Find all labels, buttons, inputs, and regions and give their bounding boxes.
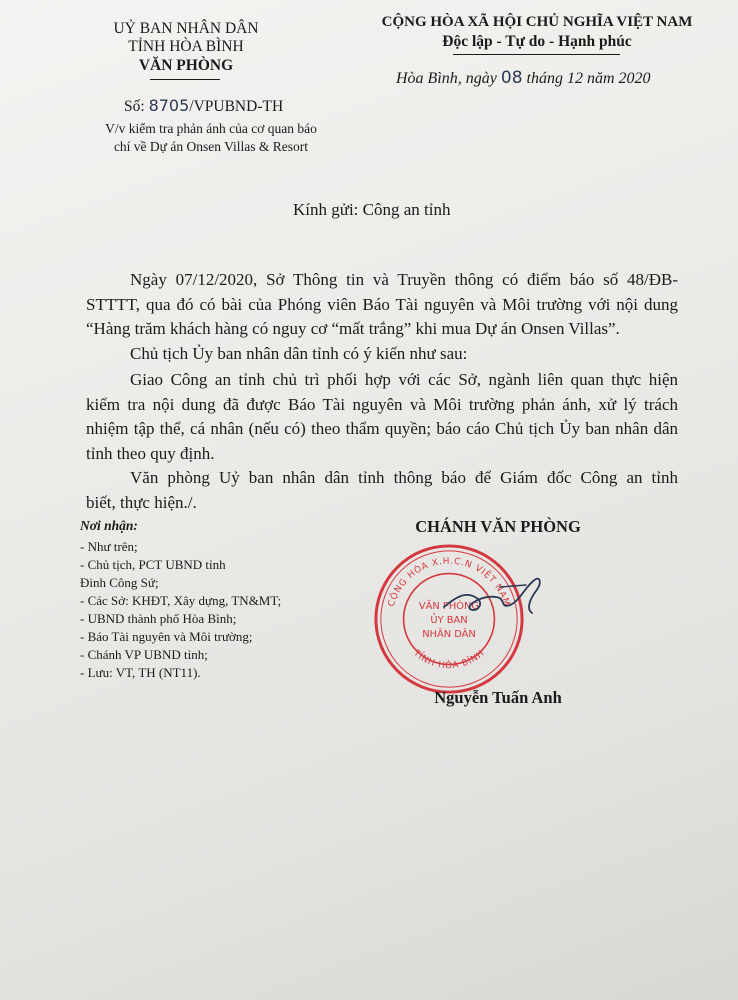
national-title: CỘNG HÒA XÃ HỘI CHỦ NGHĨA VIỆT NAM [381, 14, 693, 30]
document-number: Số: 8705/VPUBND-TH [124, 96, 284, 115]
body-paragraph-3: Giao Công an tỉnh chủ trì phối hợp với các Sở, ngành liên quan thực hiện kiểm tra nội dung đã được Báo Tài nguyên và Môi trường phản ánh, xử lý trách nhiệm tập thể, cá nhân (nếu có) theo thẩm quyền; báo cáo Chủ tịch Ủy ban nhân dân tỉnh theo quy định. [86, 370, 678, 463]
body-paragraph-2: Chủ tịch Ủy ban nhân dân tỉnh có ý kiến như sau: [130, 344, 468, 363]
handwritten-number: 8705 [148, 96, 190, 115]
recipient-item: - Như trên; [80, 539, 138, 554]
svg-text:TỈNH HÒA BÌNH [410, 648, 486, 671]
signer-title: CHÁNH VĂN PHÒNG [415, 517, 581, 536]
stamp-center-1: VĂN PHÒNG [418, 601, 480, 613]
recipient-item: - UBND thành phố Hòa Bình; [80, 611, 237, 626]
stamp-bottom-text: TỈNH HÒA BÌNH [411, 648, 487, 672]
stamp-center-3: NHÂN DÂN [422, 628, 476, 640]
body-paragraph-1: Ngày 07/12/2020, Sở Thông tin và Truyền thông có điểm báo số 48/ĐB- STTTT, qua đó có bài của Phóng viên Báo Tài nguyên và Môi trường với nội dung “Hàng trăm khách hàng có nguy cơ “mất trắng” khi mua Dự án Onsen Villas”. [86, 270, 678, 338]
issuer-underline [150, 79, 220, 80]
signer-name: Nguyễn Tuấn Anh [434, 688, 562, 707]
stamp-center-2: ỦY BAN [430, 614, 468, 626]
document-date: Hòa Bình, ngày 08 tháng 12 năm 2020 [396, 68, 651, 88]
recipient-item: Đinh Công Sứ; [80, 575, 159, 590]
body-paragraph-4: Văn phòng Uỷ ban nhân dân tỉnh thông báo để Giám đốc Công an tỉnh biết, thực hiện./. [86, 468, 678, 512]
recipient-item: - Lưu: VT, TH (NT11). [80, 665, 201, 680]
issuer-line-1: UỶ BAN NHÂN DÂN [113, 20, 259, 37]
issuer-line-3: VĂN PHÒNG [138, 57, 234, 74]
document-subject: V/v kiểm tra phản ánh của cơ quan báo chí về Dự án Onsen Villas & Resort [105, 121, 317, 154]
recipient-item: - Chánh VP UBND tỉnh; [80, 647, 208, 662]
recipient-item: - Chủ tịch, PCT UBND tỉnh [80, 557, 226, 572]
national-motto: Độc lập - Tự do - Hạnh phúc [442, 33, 632, 50]
recipients-list [80, 538, 281, 682]
handwritten-signature [440, 565, 550, 625]
handwritten-day: 08 [500, 68, 523, 88]
stamp-ring-text: CỘNG HÒA X.H.C.N VIỆT NAM [386, 556, 512, 608]
recipients-title: Nơi nhận: [80, 518, 138, 533]
recipient-item: - Báo Tài nguyên và Môi trường; [80, 629, 253, 644]
issuer-line-2: TỈNH HÒA BÌNH [128, 38, 244, 55]
addressee: Kính gửi: Công an tỉnh [293, 200, 451, 219]
recipient-item: - Các Sở: KHĐT, Xây dựng, TN&MT; [80, 593, 282, 608]
motto-underline [453, 54, 620, 55]
